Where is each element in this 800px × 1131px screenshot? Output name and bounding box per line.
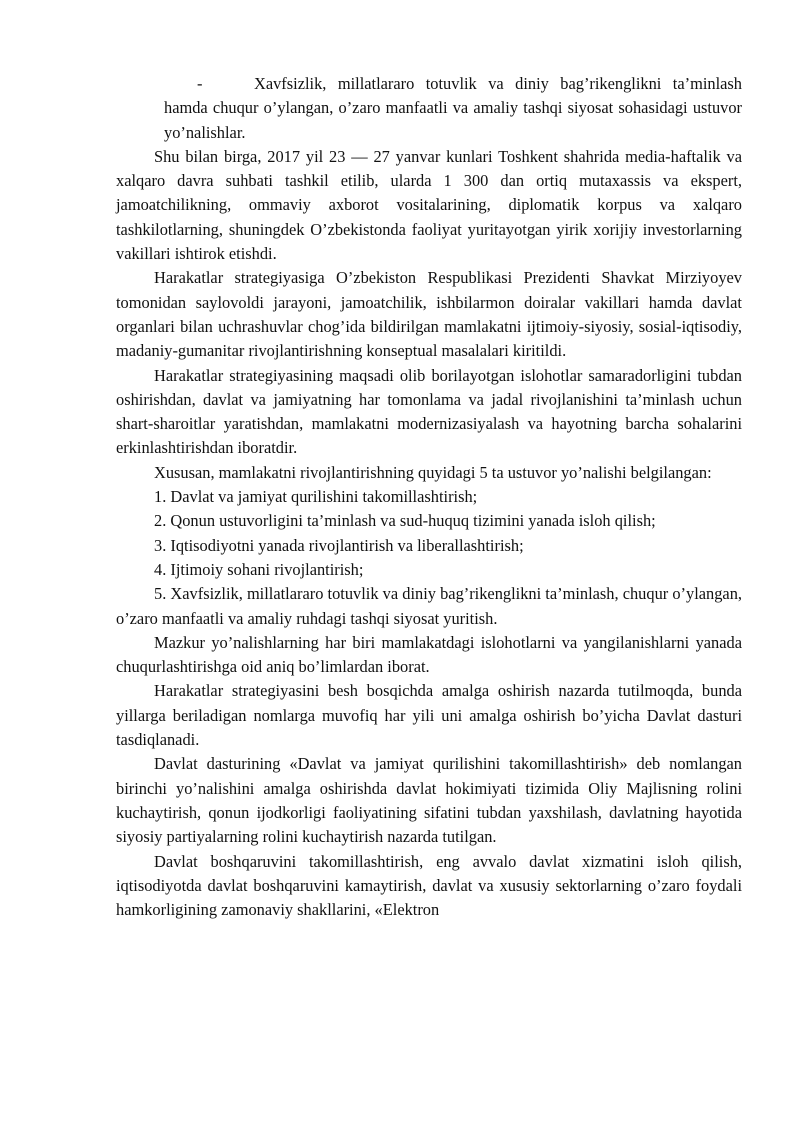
priority-item: 1. Davlat va jamiyat qurilishini takomillashtirish; [154,487,478,507]
paragraph: Shu bilan birga, 2017 yil 23 — 27 yanvar kunlari Toshkent shahrida media-haftalik va xalqaro davra suhbati tashkil etilib, ularda 1 300 dan ortiq mutaxassis va ekspert, jamoatchilikning, ommaviy axborot vositalarining, diplomatik korpus va xalqaro tashkilotlarning, shuningdek O’zbekistonda faoliyat yuritayotgan yirik xorijiy investorlarning vakillari ishtirok etishdi. [116,146,742,264]
priority-item: 4. Ijtimoiy sohani rivojlantirish; [154,559,364,579]
paragraph: Harakatlar strategiyasiga O’zbekiston Respublikasi Prezidenti Shavkat Mirziyoyev tomonidan saylovoldi jarayoni, jamoatchilik, ishbilarmon doiralar vakillari hamda davlat organlari bilan uchrashuvlar chog’ida bildirilgan mamlakatni ijtimoiy-siyosiy, sosial-iqtisodiy, madaniy-gumanitar rivojlantirishning konseptual masalalari kiritildi. [116,268,742,361]
priority-item: 3. Iqtisodiyotni yanada rivojlantirish va liberallashtirish; [154,535,524,555]
paragraph: Harakatlar strategiyasining maqsadi olib borilayotgan islohotlar samaradorligini tubdan oshirishdan, davlat va jamiyatning har tomonlama va jadal rivojlanishini ta’minlash uchun shart-sharoitlar yaratishdan, mamlakatni modernizasiyalash va hayotning barcha sohalarini erkinlashtirishdan iboratdir. [116,365,742,458]
paragraph: Davlat boshqaruvini takomillashtirish, eng avvalo davlat xizmatini isloh qilish, iqtisodiyotda davlat boshqaruvini kamaytirish, davlat va xususiy sektorlarning o’zaro foydali hamkorligining zamonaviy shakllarini, «Elektron [116,851,742,920]
bullet-text: Xavfsizlik, millatlararo totuvlik va diniy bag’rikenglikni ta’minlash hamda chuqur o’ylangan, o’zaro manfaatli va amaliy tashqi siyosat sohasidagi ustuvor yo’nalishlar. [164,74,742,142]
bullet-dash: - [197,74,203,93]
paragraph: Xususan, mamlakatni rivojlantirishning quyidagi 5 ta ustuvor yo’nalishi belgilangan: [154,462,712,482]
bullet-item [164,72,742,145]
priority-item: 5. Xavfsizlik, millatlararo totuvlik va diniy bag’rikenglikni ta’minlash, chuqur o’ylangan, o’zaro manfaatli va amaliy ruhdagi tashqi siyosat yuritish. [116,584,742,628]
paragraph: Davlat dasturining «Davlat va jamiyat qurilishini takomillashtirish» deb nomlangan birinchi yo’nalishini amalga oshirishda davlat hokimiyati tizimida Oliy Majlisning rolini kuchaytirish, qonun ijodkorligi faoliyatining sifatini tubdan yaxshilash, davlatning hayotida siyosiy partiyalarning rolini kuchaytirish nazarda tutilgan. [116,754,742,847]
priority-item: 2. Qonun ustuvorligini ta’minlash va sud-huquq tizimini yanada isloh qilish; [154,511,656,531]
paragraph: Harakatlar strategiyasini besh bosqichda amalga oshirish nazarda tutilmoqda, bunda yillarga beriladigan nomlarga muvofiq har yili uni amalga oshirish bo’yicha Davlat dasturi tasdiqlanadi. [116,681,742,750]
paragraph: Mazkur yo’nalishlarning har biri mamlakatdagi islohotlarni va yangilanishlarni yanada chuqurlashtirishga oid aniq bo’limlardan iborat. [116,632,742,677]
